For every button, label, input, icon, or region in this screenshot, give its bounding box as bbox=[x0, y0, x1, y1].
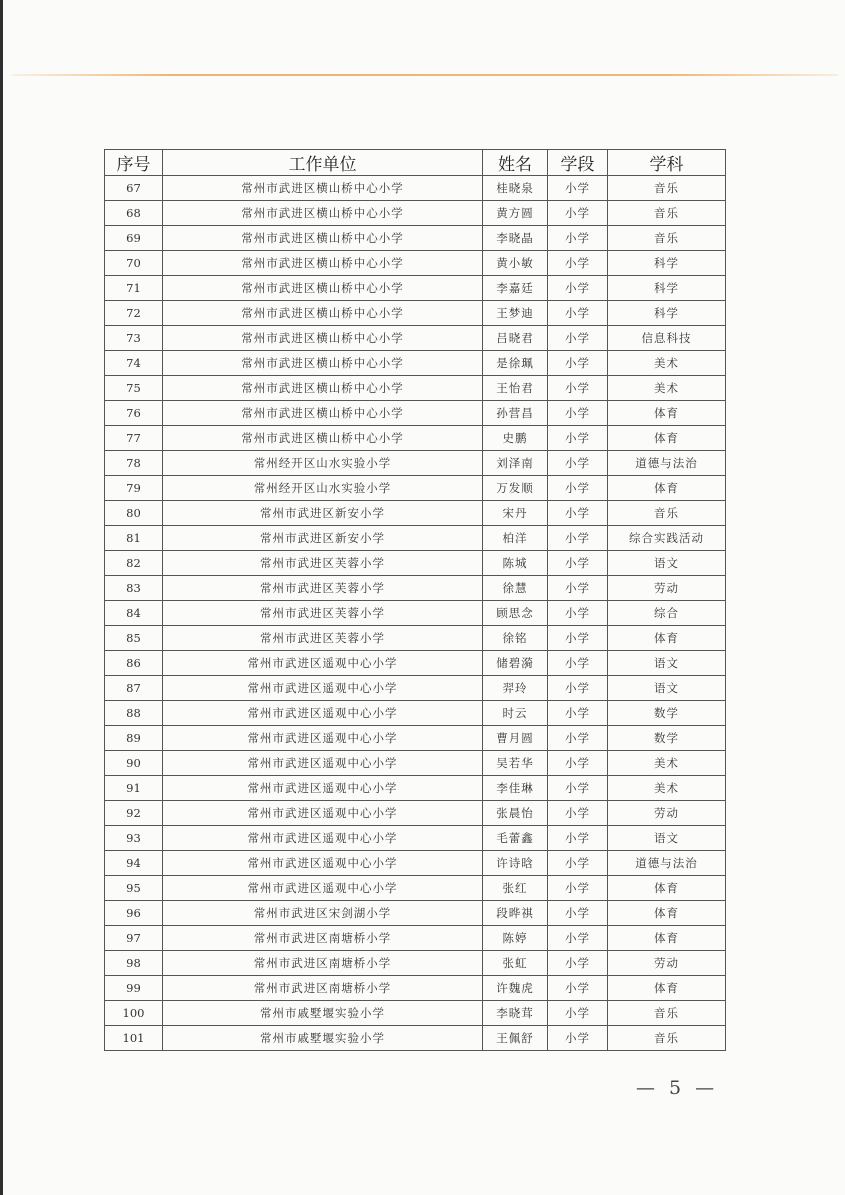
cell-serial-number: 68 bbox=[105, 201, 163, 226]
cell-school-stage: 小学 bbox=[548, 251, 608, 276]
table-row bbox=[105, 1001, 726, 1026]
cell-name: 陈婷 bbox=[483, 926, 548, 951]
cell-work-unit: 常州市武进区遥观中心小学 bbox=[163, 676, 483, 701]
cell-serial-number: 90 bbox=[105, 751, 163, 776]
cell-subject: 体育 bbox=[608, 426, 726, 451]
cell-name: 张晨怡 bbox=[483, 801, 548, 826]
cell-work-unit: 常州市武进区新安小学 bbox=[163, 501, 483, 526]
cell-school-stage: 小学 bbox=[548, 376, 608, 401]
cell-subject: 道德与法治 bbox=[608, 851, 726, 876]
cell-school-stage: 小学 bbox=[548, 901, 608, 926]
header-school-stage: 学段 bbox=[548, 150, 608, 176]
cell-school-stage: 小学 bbox=[548, 176, 608, 201]
cell-name: 张虹 bbox=[483, 951, 548, 976]
cell-name: 许魏虎 bbox=[483, 976, 548, 1001]
cell-subject: 音乐 bbox=[608, 501, 726, 526]
cell-serial-number: 70 bbox=[105, 251, 163, 276]
cell-work-unit: 常州市武进区横山桥中心小学 bbox=[163, 176, 483, 201]
table-row bbox=[105, 551, 726, 576]
cell-school-stage: 小学 bbox=[548, 826, 608, 851]
cell-serial-number: 97 bbox=[105, 926, 163, 951]
cell-school-stage: 小学 bbox=[548, 526, 608, 551]
cell-name: 史鹏 bbox=[483, 426, 548, 451]
cell-subject: 科学 bbox=[608, 276, 726, 301]
cell-work-unit: 常州市武进区横山桥中心小学 bbox=[163, 401, 483, 426]
cell-work-unit: 常州经开区山水实验小学 bbox=[163, 451, 483, 476]
table-row bbox=[105, 426, 726, 451]
cell-subject: 劳动 bbox=[608, 576, 726, 601]
cell-subject: 劳动 bbox=[608, 951, 726, 976]
cell-school-stage: 小学 bbox=[548, 701, 608, 726]
cell-school-stage: 小学 bbox=[548, 751, 608, 776]
table-row bbox=[105, 951, 726, 976]
header-serial-number: 序号 bbox=[105, 150, 163, 176]
cell-serial-number: 96 bbox=[105, 901, 163, 926]
cell-work-unit: 常州市武进区新安小学 bbox=[163, 526, 483, 551]
cell-school-stage: 小学 bbox=[548, 601, 608, 626]
cell-work-unit: 常州市武进区横山桥中心小学 bbox=[163, 251, 483, 276]
cell-school-stage: 小学 bbox=[548, 476, 608, 501]
cell-school-stage: 小学 bbox=[548, 651, 608, 676]
table-body bbox=[105, 176, 726, 1051]
table-row bbox=[105, 776, 726, 801]
cell-name: 王怡君 bbox=[483, 376, 548, 401]
cell-name: 曹月圆 bbox=[483, 726, 548, 751]
table-row bbox=[105, 676, 726, 701]
table-row bbox=[105, 376, 726, 401]
cell-serial-number: 71 bbox=[105, 276, 163, 301]
cell-school-stage: 小学 bbox=[548, 626, 608, 651]
cell-subject: 体育 bbox=[608, 476, 726, 501]
cell-name: 黄小敏 bbox=[483, 251, 548, 276]
table-row bbox=[105, 826, 726, 851]
cell-serial-number: 93 bbox=[105, 826, 163, 851]
cell-work-unit: 常州市武进区遥观中心小学 bbox=[163, 776, 483, 801]
cell-name: 羿玲 bbox=[483, 676, 548, 701]
header-work-unit: 工作单位 bbox=[163, 150, 483, 176]
cell-work-unit: 常州市戚墅堰实验小学 bbox=[163, 1001, 483, 1026]
cell-name: 桂晓泉 bbox=[483, 176, 548, 201]
table-row bbox=[105, 401, 726, 426]
cell-school-stage: 小学 bbox=[548, 576, 608, 601]
cell-subject: 综合 bbox=[608, 601, 726, 626]
cell-school-stage: 小学 bbox=[548, 726, 608, 751]
cell-work-unit: 常州市武进区南塘桥小学 bbox=[163, 951, 483, 976]
cell-school-stage: 小学 bbox=[548, 551, 608, 576]
cell-subject: 体育 bbox=[608, 976, 726, 1001]
cell-subject: 体育 bbox=[608, 401, 726, 426]
table-row bbox=[105, 876, 726, 901]
cell-subject: 数学 bbox=[608, 701, 726, 726]
cell-school-stage: 小学 bbox=[548, 801, 608, 826]
cell-subject: 音乐 bbox=[608, 1001, 726, 1026]
cell-serial-number: 76 bbox=[105, 401, 163, 426]
table-row bbox=[105, 176, 726, 201]
cell-work-unit: 常州市武进区遥观中心小学 bbox=[163, 851, 483, 876]
cell-subject: 美术 bbox=[608, 776, 726, 801]
table-row bbox=[105, 301, 726, 326]
cell-subject: 体育 bbox=[608, 901, 726, 926]
cell-school-stage: 小学 bbox=[548, 776, 608, 801]
cell-work-unit: 常州市武进区遥观中心小学 bbox=[163, 876, 483, 901]
cell-serial-number: 88 bbox=[105, 701, 163, 726]
cell-school-stage: 小学 bbox=[548, 201, 608, 226]
table-row bbox=[105, 926, 726, 951]
cell-subject: 科学 bbox=[608, 251, 726, 276]
table-row bbox=[105, 726, 726, 751]
cell-subject: 语文 bbox=[608, 551, 726, 576]
cell-school-stage: 小学 bbox=[548, 451, 608, 476]
cell-serial-number: 74 bbox=[105, 351, 163, 376]
cell-name: 万发顺 bbox=[483, 476, 548, 501]
cell-subject: 道德与法治 bbox=[608, 451, 726, 476]
table-row bbox=[105, 226, 726, 251]
cell-school-stage: 小学 bbox=[548, 276, 608, 301]
cell-name: 储碧漪 bbox=[483, 651, 548, 676]
cell-name: 王佩舒 bbox=[483, 1026, 548, 1051]
cell-subject: 音乐 bbox=[608, 226, 726, 251]
cell-subject: 体育 bbox=[608, 876, 726, 901]
cell-subject: 体育 bbox=[608, 626, 726, 651]
cell-work-unit: 常州市武进区横山桥中心小学 bbox=[163, 376, 483, 401]
table-row bbox=[105, 976, 726, 1001]
cell-work-unit: 常州市武进区横山桥中心小学 bbox=[163, 351, 483, 376]
cell-serial-number: 100 bbox=[105, 1001, 163, 1026]
cell-work-unit: 常州市武进区横山桥中心小学 bbox=[163, 201, 483, 226]
cell-work-unit: 常州市武进区遥观中心小学 bbox=[163, 651, 483, 676]
cell-serial-number: 99 bbox=[105, 976, 163, 1001]
cell-school-stage: 小学 bbox=[548, 351, 608, 376]
table-row bbox=[105, 701, 726, 726]
cell-serial-number: 80 bbox=[105, 501, 163, 526]
cell-work-unit: 常州市戚墅堰实验小学 bbox=[163, 1026, 483, 1051]
table-row bbox=[105, 476, 726, 501]
cell-subject: 美术 bbox=[608, 351, 726, 376]
cell-work-unit: 常州市武进区横山桥中心小学 bbox=[163, 276, 483, 301]
cell-work-unit: 常州市武进区芙蓉小学 bbox=[163, 576, 483, 601]
cell-school-stage: 小学 bbox=[548, 951, 608, 976]
cell-school-stage: 小学 bbox=[548, 926, 608, 951]
table-row bbox=[105, 576, 726, 601]
cell-name: 黄方圆 bbox=[483, 201, 548, 226]
table-row bbox=[105, 451, 726, 476]
cell-work-unit: 常州市武进区遥观中心小学 bbox=[163, 826, 483, 851]
cell-subject: 体育 bbox=[608, 926, 726, 951]
cell-subject: 信息科技 bbox=[608, 326, 726, 351]
cell-serial-number: 95 bbox=[105, 876, 163, 901]
cell-work-unit: 常州市武进区遥观中心小学 bbox=[163, 701, 483, 726]
table-row bbox=[105, 601, 726, 626]
cell-work-unit: 常州市武进区宋剑湖小学 bbox=[163, 901, 483, 926]
page-left-edge bbox=[0, 0, 3, 1195]
cell-serial-number: 79 bbox=[105, 476, 163, 501]
cell-work-unit: 常州市武进区横山桥中心小学 bbox=[163, 326, 483, 351]
table-row bbox=[105, 526, 726, 551]
cell-school-stage: 小学 bbox=[548, 1026, 608, 1051]
table-row bbox=[105, 1026, 726, 1051]
cell-name: 李晓晶 bbox=[483, 226, 548, 251]
cell-name: 李晓茸 bbox=[483, 1001, 548, 1026]
cell-name: 徐铭 bbox=[483, 626, 548, 651]
cell-serial-number: 86 bbox=[105, 651, 163, 676]
cell-subject: 科学 bbox=[608, 301, 726, 326]
cell-serial-number: 84 bbox=[105, 601, 163, 626]
cell-name: 吴若华 bbox=[483, 751, 548, 776]
cell-serial-number: 91 bbox=[105, 776, 163, 801]
cell-name: 段晔祺 bbox=[483, 901, 548, 926]
cell-school-stage: 小学 bbox=[548, 301, 608, 326]
cell-work-unit: 常州市武进区芙蓉小学 bbox=[163, 626, 483, 651]
table-row bbox=[105, 251, 726, 276]
header-rule bbox=[12, 74, 838, 76]
cell-subject: 美术 bbox=[608, 751, 726, 776]
cell-subject: 美术 bbox=[608, 376, 726, 401]
cell-school-stage: 小学 bbox=[548, 676, 608, 701]
cell-name: 许诗晗 bbox=[483, 851, 548, 876]
table-row bbox=[105, 201, 726, 226]
cell-name: 柏洋 bbox=[483, 526, 548, 551]
cell-name: 毛蕾鑫 bbox=[483, 826, 548, 851]
cell-name: 王梦迪 bbox=[483, 301, 548, 326]
cell-name: 李佳琳 bbox=[483, 776, 548, 801]
table-row bbox=[105, 851, 726, 876]
table-header-row bbox=[105, 150, 726, 176]
header-subject: 学科 bbox=[608, 150, 726, 176]
cell-work-unit: 常州市武进区南塘桥小学 bbox=[163, 976, 483, 1001]
cell-name: 徐慧 bbox=[483, 576, 548, 601]
cell-serial-number: 87 bbox=[105, 676, 163, 701]
cell-work-unit: 常州市武进区横山桥中心小学 bbox=[163, 426, 483, 451]
cell-school-stage: 小学 bbox=[548, 876, 608, 901]
cell-subject: 语文 bbox=[608, 826, 726, 851]
table-row bbox=[105, 651, 726, 676]
cell-serial-number: 89 bbox=[105, 726, 163, 751]
cell-subject: 语文 bbox=[608, 651, 726, 676]
teacher-roster-table bbox=[104, 149, 726, 1051]
cell-serial-number: 69 bbox=[105, 226, 163, 251]
cell-serial-number: 67 bbox=[105, 176, 163, 201]
cell-name: 吕晓君 bbox=[483, 326, 548, 351]
cell-serial-number: 73 bbox=[105, 326, 163, 351]
cell-work-unit: 常州市武进区横山桥中心小学 bbox=[163, 226, 483, 251]
table-row bbox=[105, 626, 726, 651]
cell-school-stage: 小学 bbox=[548, 426, 608, 451]
cell-work-unit: 常州市武进区横山桥中心小学 bbox=[163, 301, 483, 326]
cell-serial-number: 85 bbox=[105, 626, 163, 651]
cell-name: 宋丹 bbox=[483, 501, 548, 526]
page-number: — 5 — bbox=[636, 1077, 719, 1099]
cell-school-stage: 小学 bbox=[548, 976, 608, 1001]
cell-subject: 音乐 bbox=[608, 1026, 726, 1051]
cell-subject: 语文 bbox=[608, 676, 726, 701]
cell-work-unit: 常州市武进区南塘桥小学 bbox=[163, 926, 483, 951]
cell-school-stage: 小学 bbox=[548, 501, 608, 526]
cell-serial-number: 92 bbox=[105, 801, 163, 826]
cell-serial-number: 98 bbox=[105, 951, 163, 976]
cell-school-stage: 小学 bbox=[548, 326, 608, 351]
cell-serial-number: 101 bbox=[105, 1026, 163, 1051]
cell-name: 李嘉廷 bbox=[483, 276, 548, 301]
cell-work-unit: 常州市武进区芙蓉小学 bbox=[163, 551, 483, 576]
cell-subject: 音乐 bbox=[608, 201, 726, 226]
cell-name: 是徐珮 bbox=[483, 351, 548, 376]
table-row bbox=[105, 801, 726, 826]
cell-serial-number: 72 bbox=[105, 301, 163, 326]
cell-subject: 综合实践活动 bbox=[608, 526, 726, 551]
table-row bbox=[105, 326, 726, 351]
cell-work-unit: 常州经开区山水实验小学 bbox=[163, 476, 483, 501]
cell-name: 陈城 bbox=[483, 551, 548, 576]
cell-serial-number: 75 bbox=[105, 376, 163, 401]
cell-school-stage: 小学 bbox=[548, 401, 608, 426]
cell-subject: 数学 bbox=[608, 726, 726, 751]
cell-subject: 劳动 bbox=[608, 801, 726, 826]
table-row bbox=[105, 751, 726, 776]
cell-school-stage: 小学 bbox=[548, 1001, 608, 1026]
table-row bbox=[105, 276, 726, 301]
cell-serial-number: 94 bbox=[105, 851, 163, 876]
cell-serial-number: 83 bbox=[105, 576, 163, 601]
cell-subject: 音乐 bbox=[608, 176, 726, 201]
cell-name: 孙营昌 bbox=[483, 401, 548, 426]
cell-work-unit: 常州市武进区遥观中心小学 bbox=[163, 726, 483, 751]
table-row bbox=[105, 351, 726, 376]
header-name: 姓名 bbox=[483, 150, 548, 176]
cell-school-stage: 小学 bbox=[548, 851, 608, 876]
cell-name: 刘泽南 bbox=[483, 451, 548, 476]
cell-work-unit: 常州市武进区遥观中心小学 bbox=[163, 801, 483, 826]
cell-serial-number: 82 bbox=[105, 551, 163, 576]
cell-work-unit: 常州市武进区遥观中心小学 bbox=[163, 751, 483, 776]
table-row bbox=[105, 901, 726, 926]
cell-school-stage: 小学 bbox=[548, 226, 608, 251]
cell-serial-number: 77 bbox=[105, 426, 163, 451]
cell-serial-number: 81 bbox=[105, 526, 163, 551]
cell-name: 张红 bbox=[483, 876, 548, 901]
table-row bbox=[105, 501, 726, 526]
cell-work-unit: 常州市武进区芙蓉小学 bbox=[163, 601, 483, 626]
cell-name: 顾思念 bbox=[483, 601, 548, 626]
cell-name: 时云 bbox=[483, 701, 548, 726]
cell-serial-number: 78 bbox=[105, 451, 163, 476]
